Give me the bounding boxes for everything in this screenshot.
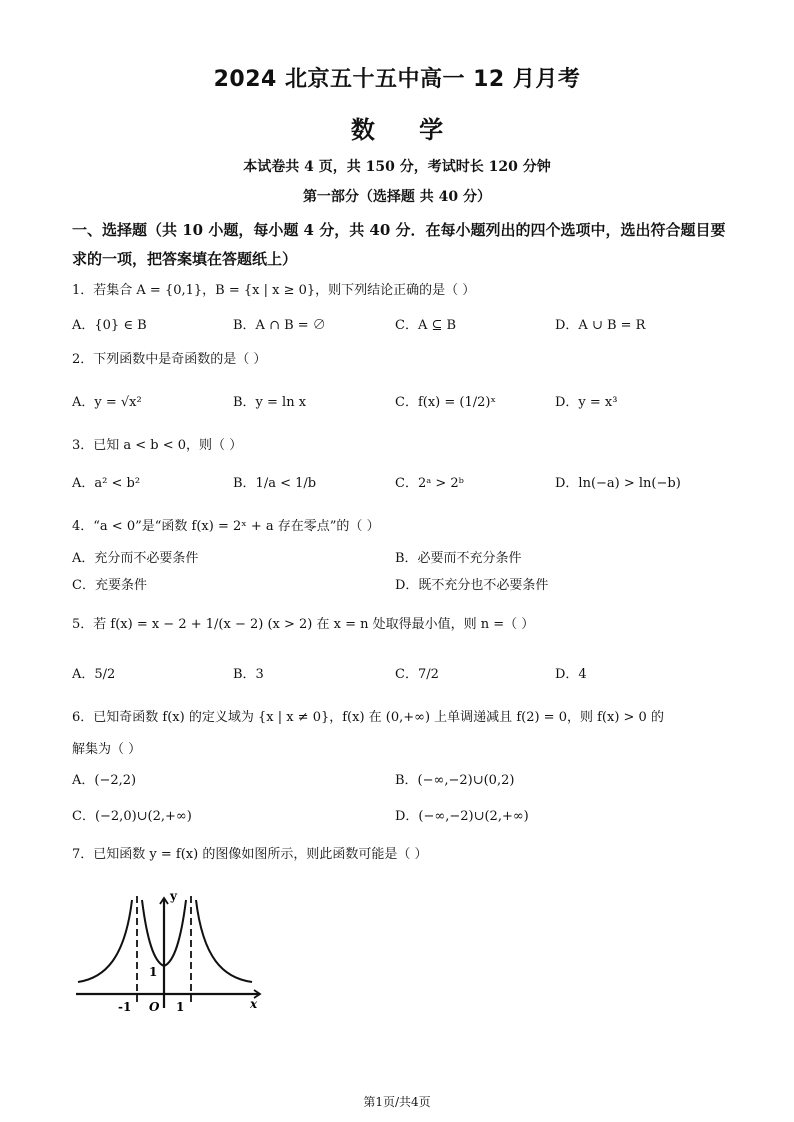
- y-axis-label: y: [170, 889, 177, 903]
- question-3-option-d: D．ln(−a) > ln(−b): [555, 476, 681, 491]
- question-1-stem: 1．若集合 A = {0,1}，B = {x | x ≥ 0}，则下列结论正确的是（ ）: [72, 283, 476, 298]
- question-2-option-b: B．y = ln x: [233, 395, 307, 410]
- question-6-option-b: B．(−∞,−2)∪(0,2): [395, 773, 515, 788]
- question-1-option-b: B．A ∩ B = ∅: [233, 318, 326, 333]
- question-1-option-d: D．A ∪ B = R: [555, 318, 646, 333]
- question-4-option-c: C．充要条件: [72, 578, 147, 593]
- exam-title: 2024 北京五十五中高一 12 月月考: [213, 67, 581, 92]
- exam-info: 本试卷共 4 页，共 150 分，考试时长 120 分钟: [243, 159, 551, 175]
- question-1-option-a: A．{0} ∈ B: [72, 318, 147, 333]
- origin-label: O: [149, 1000, 160, 1014]
- question-6-option-c: C．(−2,0)∪(2,+∞): [72, 809, 192, 824]
- x-tick-pos-label: 1: [176, 1000, 185, 1014]
- x-axis-label: x: [250, 997, 258, 1011]
- question-4-option-a: A．充分而不必要条件: [72, 551, 199, 566]
- question-2-stem: 2．下列函数中是奇函数的是（ ）: [72, 352, 267, 367]
- question-6-option-d: D．(−∞,−2)∪(2,+∞): [395, 809, 529, 824]
- question-5-option-a: A．5/2: [72, 667, 116, 682]
- question-4-stem: 4．“a < 0”是“函数 f(x) = 2ˣ + a 存在零点”的（ ）: [72, 519, 380, 534]
- question-6-stem: 6．已知奇函数 f(x) 的定义域为 {x | x ≠ 0}，f(x) 在 (0,+∞) 上单调递减且 f(2) = 0，则 f(x) > 0 的: [72, 710, 664, 725]
- question-5-option-d: D．4: [555, 667, 587, 682]
- y-tick-label: 1: [149, 965, 158, 979]
- question-2-option-a: A．y = √x²: [72, 395, 142, 410]
- question-5-stem: 5．若 f(x) = x − 2 + 1/(x − 2) (x > 2) 在 x = n 处取得最小值，则 n =（ ）: [72, 617, 535, 632]
- question-6-option-a: A．(−2,2): [72, 773, 137, 788]
- question-3-stem: 3．已知 a < b < 0，则（ ）: [72, 438, 243, 453]
- question-1-option-c: C．A ⊆ B: [395, 318, 457, 333]
- question-6-stem-continued: 解集为（ ）: [72, 742, 142, 757]
- subject-title: 数 学: [350, 116, 444, 144]
- question-3-option-a: A．a² < b²: [72, 476, 141, 491]
- question-2-option-d: D．y = x³: [555, 395, 618, 410]
- question-2-option-c: C．f(x) = (1/2)ˣ: [395, 395, 496, 410]
- question-4-option-b: B．必要而不充分条件: [395, 551, 522, 566]
- function-graph-figure: [70, 876, 280, 1018]
- page-footer: 第1页/共4页: [363, 1095, 431, 1109]
- question-7-stem: 7．已知函数 y = f(x) 的图像如图所示，则此函数可能是（ ）: [72, 847, 428, 862]
- question-5-option-b: B．3: [233, 667, 264, 682]
- x-tick-neg-label: -1: [118, 1000, 132, 1014]
- question-4-option-d: D．既不充分也不必要条件: [395, 578, 549, 593]
- question-3-option-b: B．1/a < 1/b: [233, 476, 317, 491]
- question-5-option-c: C．7/2: [395, 667, 439, 682]
- section-heading: 一、选择题（共 10 小题，每小题 4 分，共 40 分．在每小题列出的四个选项中，选出符合题目要求的一项，把答案填在答题纸上）: [72, 221, 726, 268]
- part-heading: 第一部分（选择题 共 40 分）: [302, 189, 492, 205]
- question-3-option-c: C．2ᵃ > 2ᵇ: [395, 476, 464, 491]
